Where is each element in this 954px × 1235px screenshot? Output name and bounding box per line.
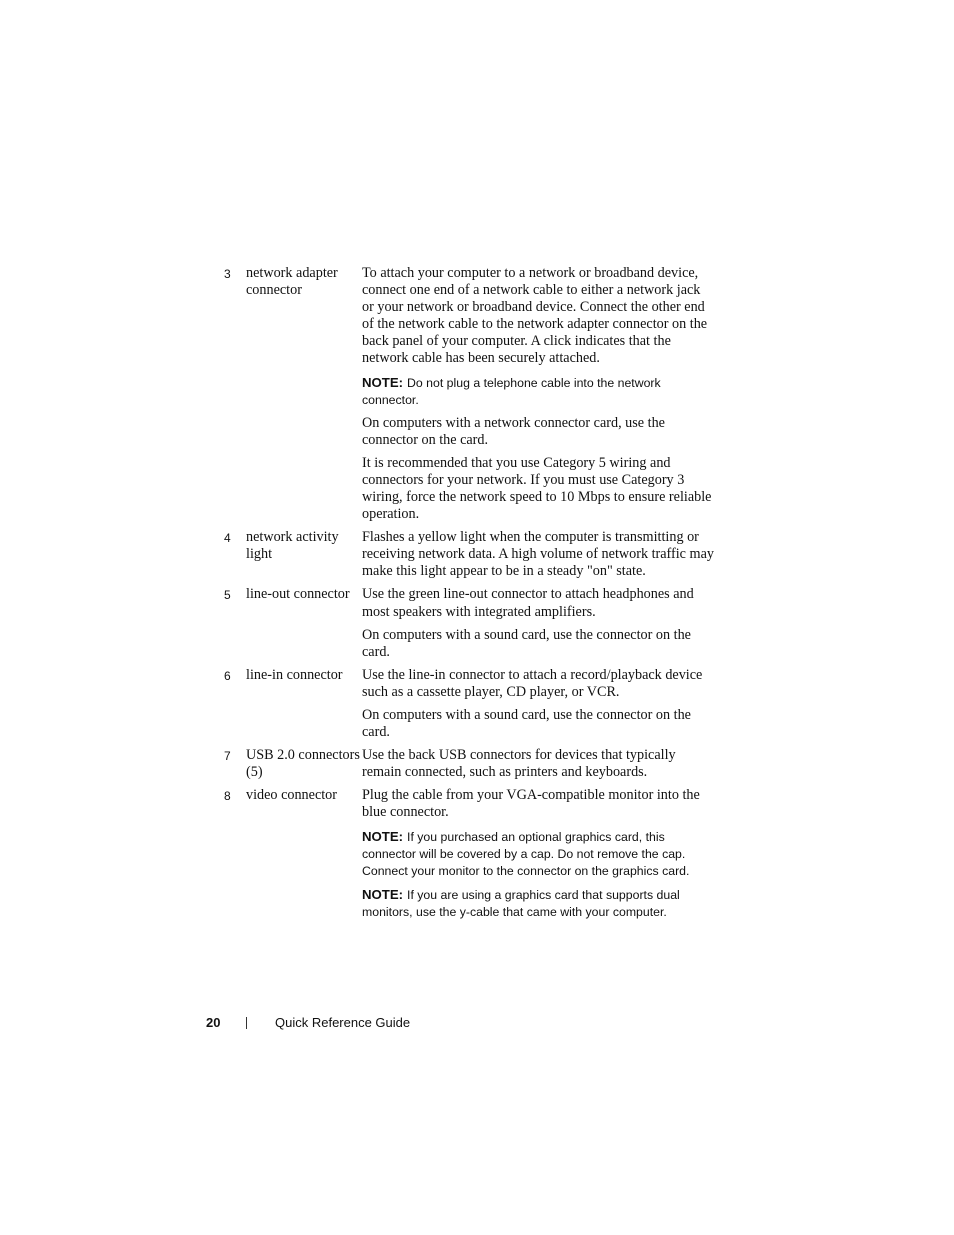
table-row-video-connector [224,787,714,926]
description-paragraph: Use the back USB connectors for devices that typically remain connected, such as printers and keyboards. [362,747,676,781]
item-description [362,529,714,586]
note-label: NOTE: [362,828,404,844]
table-row-line-in-connector [224,667,714,747]
description-paragraph: Plug the cable from your VGA-compatible monitor into the blue connector. [362,787,700,821]
item-description [362,787,714,926]
item-number: 8 [224,789,231,804]
page-number: 20 [206,1015,221,1030]
description-paragraph: Flashes a yellow light when the computer is transmitting or receiving network data. A high volume of network traffic may make this light appear to be in a steady "on" state. [362,529,714,580]
item-term: USB 2.0 connectors (5) [246,747,360,781]
description-paragraph: It is recommended that you use Category 5 wiring and connectors for your network. If you must use Category 3 wiring, force the network speed to 10 Mbps to ensure reliable operation. [362,454,712,523]
description-paragraph: Use the line-in connector to attach a record/playback device such as a cassette player, CD player, or VCR. [362,666,703,700]
page-footer [206,1014,410,1032]
item-term: video connector [246,787,337,804]
footer-title: Quick Reference Guide [275,1015,411,1030]
item-description [362,747,714,787]
description-paragraph: Use the green line-out connector to attach headphones and most speakers with integrated amplifiers. [362,586,694,620]
note-label: NOTE: [362,886,404,902]
table-row-network-activity-light [224,529,714,586]
description-paragraph: On computers with a sound card, use the connector on the card. [362,626,691,660]
note-label: NOTE: [362,374,404,390]
item-term: network adapter connector [246,265,338,298]
footer-separator [246,1017,247,1029]
item-description [362,667,714,747]
item-number: 6 [224,668,231,683]
note [362,374,714,409]
item-number: 3 [224,267,231,281]
item-term: line-out connector [246,586,350,603]
connector-table [224,265,714,927]
table-row-usb-connectors [224,747,714,787]
note-text: If you purchased an optional graphics card, this connector will be covered by a cap. Do not remove the cap. Connect your monitor to the connector on the graphics card. [362,829,690,878]
note [362,886,714,921]
item-number: 5 [224,588,231,603]
note [362,828,714,880]
item-term: line-in connector [246,666,343,683]
note-text: Do not plug a telephone cable into the network connector. [362,375,661,407]
description-paragraph: On computers with a sound card, use the connector on the card. [362,706,691,741]
description-paragraph: To attach your computer to a network or broadband device, connect one end of a network cable to either a network jack or your network or broadband device. Connect the other end of the network cable to the network adapter connector on the back panel of your computer. A click indicates that the network cable has been securely attached. [362,265,708,367]
item-number: 7 [224,749,231,764]
table-row-line-out-connector [224,586,714,666]
table-row-network-adapter-connector [224,265,714,529]
item-number: 4 [224,531,231,546]
item-description [362,586,714,666]
description-paragraph: On computers with a network connector card, use the connector on the card. [362,414,665,448]
note-text: If you are using a graphics card that supports dual monitors, use the y-cable that came with your computer. [362,887,680,919]
item-term: network activity light [246,529,339,563]
item-description [362,265,714,529]
